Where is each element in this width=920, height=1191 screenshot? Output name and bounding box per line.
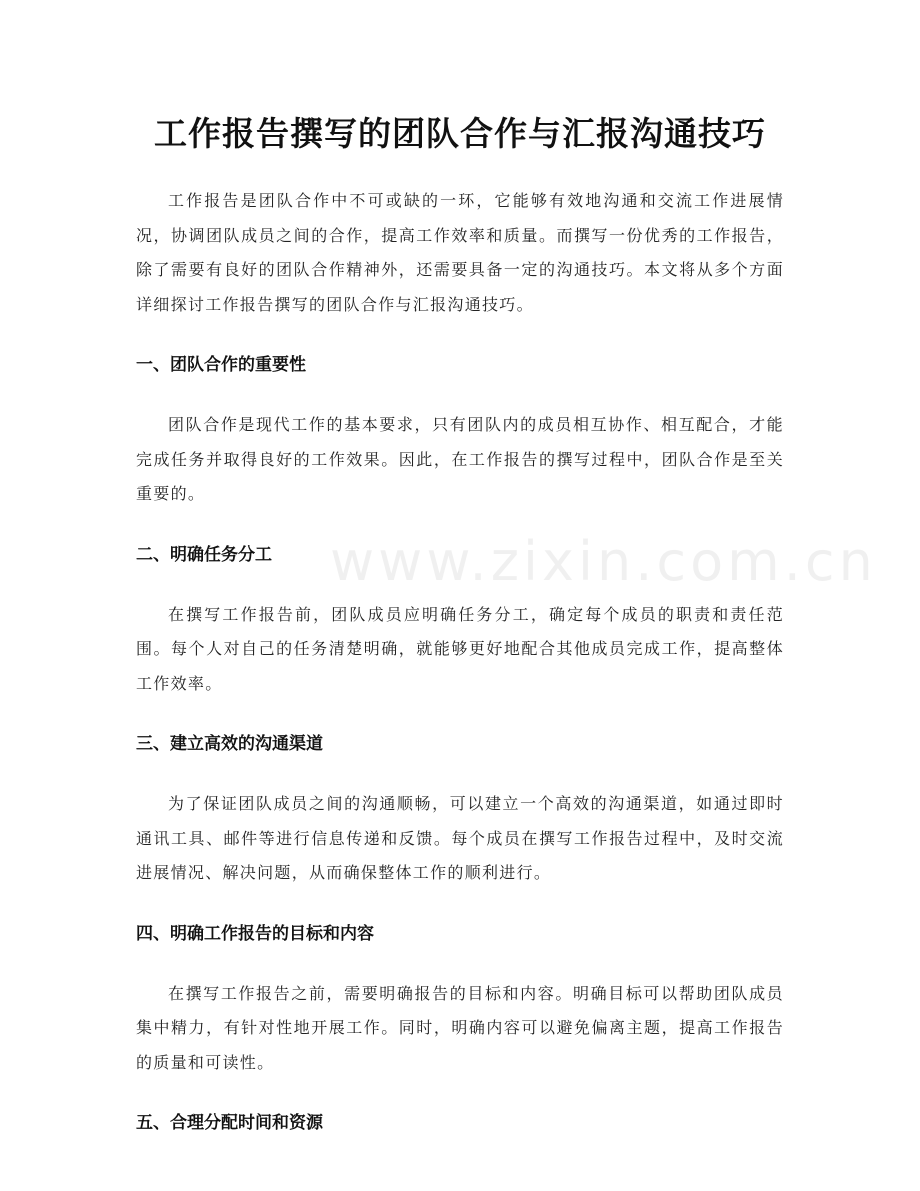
watermark-text: www.zixin.com.cn — [330, 530, 877, 593]
section-heading: 四、明确工作报告的目标和内容 — [136, 923, 374, 944]
section-4 — [136, 917, 784, 1081]
section-body: 在撰写工作报告前，团队成员应明确任务分工，确定每个成员的职责和责任范围。每个人对自己的任务清楚明确，就能够更好地配合其他成员完成工作，提高整体工作效率。 — [136, 604, 784, 693]
document-title: 工作报告撰写的团队合作与汇报沟通技巧 — [154, 114, 766, 153]
section-body: 团队合作是现代工作的基本要求，只有团队内的成员相互协作、相互配合，才能完成任务并取得良好的工作效果。因此，在工作报告的撰写过程中，团队合作是至关重要的。 — [136, 415, 784, 503]
section-heading: 三、建立高效的沟通渠道 — [136, 734, 323, 754]
intro-paragraph: 工作报告是团队合作中不可或缺的一环，它能够有效地沟通和交流工作进展情况，协调团队成员之间的合作，提高工作效率和质量。而撰写一份优秀的工作报告，除了需要有良好的团队合作精神外，还需要具备一定的沟通技巧。本文将从多个方面详细探讨工作报告撰写的团队合作与汇报沟通技巧。 — [136, 191, 784, 314]
section-1 — [136, 348, 784, 512]
section-heading: 二、明确任务分工 — [136, 544, 272, 565]
section-heading: 五、合理分配时间和资源 — [136, 1113, 323, 1133]
section-body: 在撰写工作报告之前，需要明确报告的目标和内容。明确目标可以帮助团队成员集中精力，有针对性地开展工作。同时，明确内容可以避免偏离主题，提高工作报告的质量和可读性。 — [136, 983, 784, 1072]
section-3 — [136, 727, 784, 891]
section-2 — [136, 538, 784, 702]
section-body: 为了保证团队成员之间的沟通顺畅，可以建立一个高效的沟通渠道，如通过即时通讯工具、邮件等进行信息传递和反馈。每个成员在撰写工作报告过程中，及时交流进展情况、解决问题，从而确保整体工作的顺利进行。 — [136, 794, 784, 882]
section-heading: 一、团队合作的重要性 — [136, 355, 306, 375]
section-5 — [136, 1106, 784, 1140]
